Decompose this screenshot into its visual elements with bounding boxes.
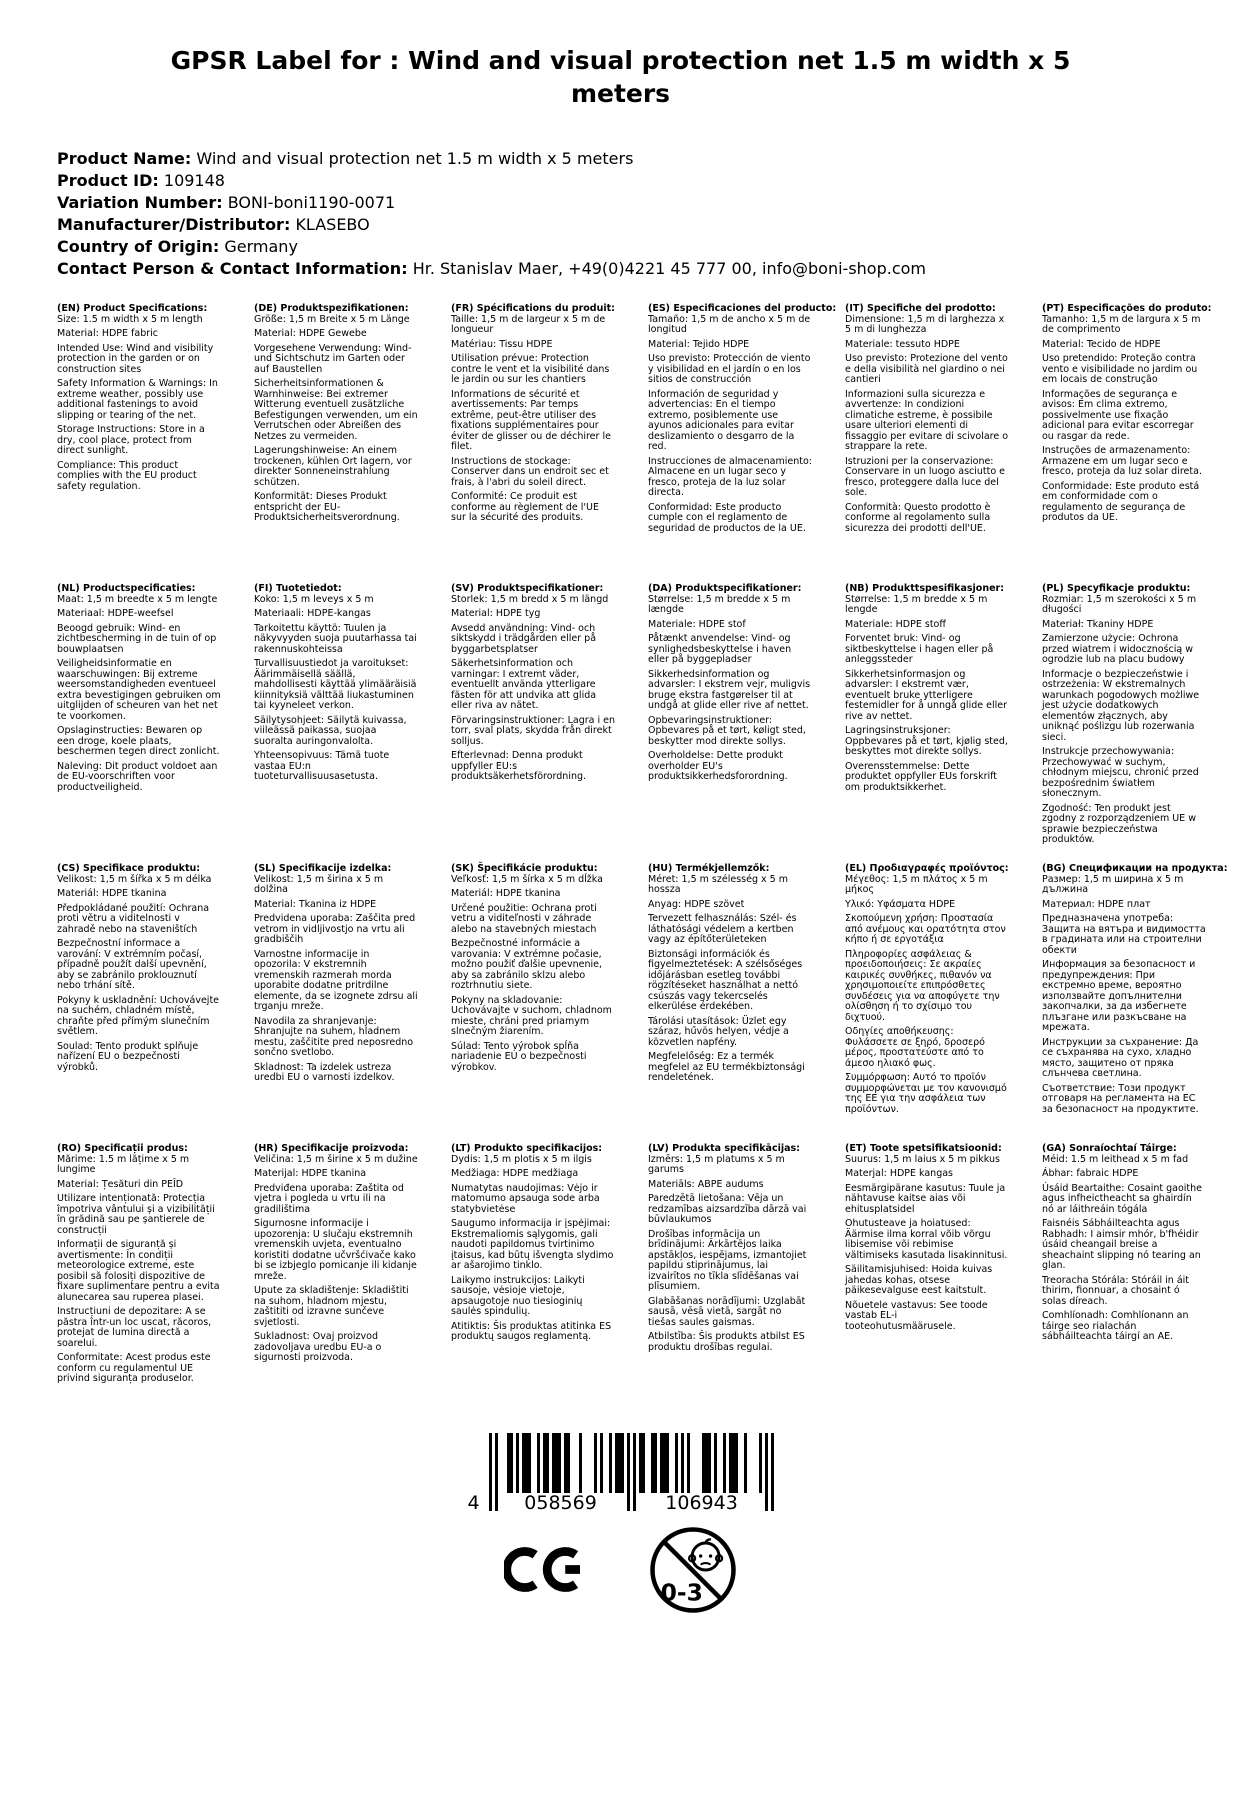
lang-block-paragraph: Utilizare intenționată: Protecția împotriva vântului și a vizibilității în grădină sau pe șantierele de construcții <box>57 1193 215 1236</box>
lang-block-paragraph: Storage Instructions: Store in a dry, cool place, protect from direct sunlight. <box>57 424 205 456</box>
lang-block-paragraph: Izmērs: 1,5 m platums x 5 m garums <box>648 1153 785 1175</box>
lang-block-paragraph: Rozmiar: 1,5 m szerokości x 5 m długości <box>1042 593 1197 615</box>
product-name-row <box>57 148 1241 170</box>
lang-block-paragraph: Størrelse: 1,5 m bredde x 5 m længde <box>648 593 791 615</box>
lang-block-paragraph: Zamierzone użycie: Ochrona przed wiatrem i widocznością w ogrodzie lub na placu budowy <box>1042 633 1193 665</box>
lang-block-paragraph: Medžiaga: HDPE medžiaga <box>451 1168 579 1179</box>
lang-block-paragraph: Dimensione: 1,5 m di larghezza x 5 m di lunghezza <box>845 313 1005 335</box>
lang-block-paragraph: Säilytysohjeet: Säilytä kuivassa, viileässä paikassa, suojaa suoralta auringonvalolta. <box>254 714 407 747</box>
compliance-symbols <box>0 1525 1241 1615</box>
lang-block-paragraph: Forventet bruk: Vind- og siktbeskyttelse i hagen eller på anleggssteder <box>845 633 994 665</box>
country-of-origin-label: Country of Origin: <box>57 237 220 256</box>
lang-block-paragraph: Påtænkt anvendelse: Vind- og synlighedsbeskyttelse i haven eller på byggepladser <box>648 633 792 665</box>
lang-block-paragraph: Informations de sécurité et avertissements: Par temps extrême, peut-être utiliser des fixations supplémentaires pour éviter de glisser ou de déchirer le filet. <box>451 388 611 452</box>
lang-block-paragraph: Informacje o bezpieczeństwie i ostrzeżenia: W ekstremalnych warunkach pogodowych możliwe jest użycie dodatkowych elementów złącznych, aby uniknąć poślizgu lub rozerwania sieci. <box>1042 668 1200 743</box>
lang-block-paragraph: Koko: 1,5 m leveys x 5 m <box>254 593 374 605</box>
age-warning-0-3-icon <box>648 1525 738 1615</box>
country-of-origin-row <box>57 236 1241 258</box>
lang-block-fr <box>451 304 615 528</box>
lang-block-paragraph: Beoogd gebruik: Wind- en zichtbescherming in de tuin of op bouwplaatsen <box>57 622 217 655</box>
lang-block-sl <box>254 864 418 1088</box>
lang-block-paragraph: Eesmärgipärane kasutus: Tuule ja nähtavuse kaitse aias või ehitusplatsidel <box>845 1182 1006 1215</box>
lang-block-paragraph: Dydis: 1,5 m plotis x 5 m ilgis <box>451 1153 592 1165</box>
lang-block-paragraph: Glabāšanas norādījumi: Uzglabāt sausā, vēsā vietā, sargāt no tiešas saules gaismas. <box>648 1295 806 1328</box>
product-name-label: Product Name: <box>57 149 192 168</box>
lang-block-paragraph: Efterlevnad: Denna produkt uppfyller EU:s produktsäkerhetsförordning. <box>451 750 587 782</box>
lang-block-paragraph: Информация за безопасност и предупреждения: При екстремно време, вероятно използвайте допълнителни закопчалки, за да избегнете плъзгане или разкъсване на мрежата. <box>1042 959 1196 1033</box>
lang-block-paragraph: Размер: 1,5 m ширина x 5 m дължина <box>1042 873 1184 895</box>
lang-block-paragraph: Méid: 1.5 m leithead x 5 m fad <box>1042 1153 1189 1165</box>
lang-block-paragraph: Tamaño: 1,5 m de ancho x 5 m de longitud <box>648 313 811 335</box>
lang-block-paragraph: Předpokládané použití: Ochrana proti větru a viditelnosti v zahradě nebo na staveništích <box>57 902 210 935</box>
lang-block-paragraph: Treoracha Stórála: Stóráil in áit thirim, fionnuar, a chosaint ó solas díreach. <box>1042 1274 1190 1307</box>
barcode <box>0 1433 1241 1513</box>
gpsr-label-page <box>0 44 1241 1798</box>
lang-block-paragraph: Opbevaringsinstruktioner: Opbevares på et tørt, køligt sted, beskytter mod direkte sollys. <box>648 714 806 747</box>
lang-block-paragraph: Atbilstība: Šis produkts atbilst ES produktu drošības regulai. <box>648 1331 805 1353</box>
lang-block-paragraph: Material: Țesături din PEÎD <box>57 1178 184 1190</box>
lang-block-paragraph: Compliance: This product complies with the EU product safety regulation. <box>57 459 197 492</box>
lang-block-paragraph: Avsedd användning: Vind- och siktskydd i trädgården eller på byggarbetsplatser <box>451 622 597 655</box>
lang-block-paragraph: Materiaal: HDPE-weefsel <box>57 608 174 619</box>
lang-block-heading: (RO) Specificații produs: <box>57 1143 188 1154</box>
lang-block-paragraph: Paredzētā lietošana: Vēja un redzamības aizsardzība dārzā vai būvlaukumos <box>648 1193 807 1225</box>
lang-block-et <box>845 1144 1009 1336</box>
lang-block-heading: (DA) Produktspecifikationer: <box>648 583 802 594</box>
lang-block-paragraph: Størrelse: 1,5 m bredde x 5 m lengde <box>845 593 988 615</box>
lang-block-paragraph: Veličina: 1,5 m širine x 5 m dužine <box>254 1153 418 1165</box>
manufacturer-label: Manufacturer/Distributor: <box>57 215 291 234</box>
lang-block-paragraph: Comhlíonadh: Comhlíonann an táirge seo rialachán sábháilteachta táirgí an AE. <box>1042 1310 1189 1342</box>
lang-block-paragraph: Bezpečnostné informácie a varovania: V extrémne počasie, možno použiť ďalšie upevnenie, aby sa zabránilo sklzu alebo roztrhnutiu siete. <box>451 938 602 991</box>
lang-block-paragraph: Material: Tejido HDPE <box>648 338 750 350</box>
lang-block-paragraph: Material: HDPE Gewebe <box>254 328 367 339</box>
lang-block-paragraph: Informazioni sulla sicurezza e avvertenze: In condizioni climatiche estreme, è possibile usare ulteriori elementi di fissaggio per evitare di scivolare o strappare la rete. <box>845 388 1009 452</box>
lang-block-paragraph: Material: Tkanina iz HDPE <box>254 898 377 910</box>
lang-block-paragraph: Материал: HDPE плат <box>1042 898 1151 910</box>
lang-block-paragraph: Anyag: HDPE szövet <box>648 898 745 910</box>
lang-block-heading: (FR) Spécifications du produit: <box>451 303 615 314</box>
lang-block-heading: (BG) Спецификации на продукта: <box>1042 863 1228 874</box>
lang-block-paragraph: Určené použitie: Ochrana proti vetru a viditeľnosti v záhrade alebo na stavebných miestach <box>451 902 597 935</box>
ce-mark-icon <box>504 1542 586 1597</box>
lang-block-heading: (NB) Produkttspesifikasjoner: <box>845 583 1005 594</box>
lang-block-heading: (PT) Especificações do produto: <box>1042 303 1212 314</box>
lang-block-paragraph: Conformitate: Acest produs este conform cu regulamentul UE privind siguranța produselor. <box>57 1352 211 1384</box>
lang-block-paragraph: Konformität: Dieses Produkt entspricht der EU-Produktsicherheitsverordnung. <box>254 491 400 523</box>
lang-block-heading: (DE) Produktspezifikationen: <box>254 303 409 314</box>
lang-block-paragraph: Safety Information & Warnings: In extreme weather, possibly use additional fastenings to avoid slipping or tearing of the net. <box>57 378 218 421</box>
lang-block-heading: (CS) Specifikace produktu: <box>57 863 201 874</box>
lang-block-el <box>845 864 1009 1119</box>
lang-block-cs <box>57 864 221 1077</box>
lang-block-heading: (GA) Sonraíochtaí Táirge: <box>1042 1143 1177 1154</box>
lang-block-paragraph: Yhteensopivuus: Tämä tuote vastaa EU:n tuoteturvallisuusasetusta. <box>254 750 390 782</box>
lang-block-paragraph: Biztonsági információk és figyelmeztetések: A szélsőséges időjárásban esetleg további rögzítéseket használhat a nettó csúszás vagy tekercselés elkerülése érdekében. <box>648 948 803 1012</box>
lang-block-sv <box>451 584 615 787</box>
lang-block-paragraph: Säkerhetsinformation och varningar: I extremt väder, eventuellt använda ytterligare fästen för att undvika att glida eller riva av nätet. <box>451 658 597 711</box>
lang-block-nb <box>845 584 1009 797</box>
lang-block-paragraph: Tarkoitettu käyttö: Tuulen ja näkyvyyden suoja puutarhassa tai rakennuskohteissa <box>254 622 417 655</box>
lang-block-nl <box>57 584 221 797</box>
lang-block-paragraph: Navodila za shranjevanje: Shranjujte na suhem, hladnem mestu, zaščitite pred neposredno sončno svetlobo. <box>254 1015 414 1058</box>
lang-block-paragraph: Säilitamisjuhised: Hoida kuivas jahedas kohas, otsese päikesevalguse eest kaitstult. <box>845 1264 993 1296</box>
lang-block-paragraph: Materjal: HDPE kangas <box>845 1168 954 1179</box>
manufacturer-value: KLASEBO <box>295 215 370 234</box>
lang-block-paragraph: Zgodność: Ten produkt jest zgodny z rozporządzeniem UE w sprawie bezpieczeństwa produktów. <box>1042 802 1196 845</box>
lang-block-es <box>648 303 837 538</box>
lang-block-paragraph: Ohutusteave ja hoiatused: Äärmise ilma korral võib võrgu libisemise või rebimise vältimiseks kasutada lisakinnitusi. <box>845 1218 1008 1261</box>
lang-block-paragraph: Istruzioni per la conservazione: Conservare in un luogo asciutto e fresco, proteggere dalla luce del sole. <box>845 455 1006 498</box>
lang-block-paragraph: Overensstemmelse: Dette produktet oppfyller EUs forskrift om produktsikkerhet. <box>845 760 998 793</box>
lang-block-paragraph: Materiāls: ABPE audums <box>648 1178 764 1190</box>
lang-block-de <box>254 304 418 528</box>
lang-block-paragraph: Laikymo instrukcijos: Laikyti sausoje, vėsioje vietoje, apsaugotoje nuo tiesioginių saulės spindulių. <box>451 1274 585 1317</box>
lang-block-paragraph: Suurus: 1,5 m laius x 5 m pikkus <box>845 1153 1000 1165</box>
lang-block-paragraph: Numatytas naudojimas: Vėjo ir matomumo apsauga sode arba statybvietėse <box>451 1182 600 1215</box>
lang-block-paragraph: Sigurnosne informacije i upozorenja: U slučaju ekstremnih vremenskih uvjeta, eventualno koristiti dodatne učvršćivače kako bi se izbjeglo pomicanje ili kidanje mreže. <box>254 1218 417 1282</box>
lang-block-lv <box>648 1144 812 1357</box>
lang-block-paragraph: Taille: 1,5 m de largeur x 5 m de longueur <box>451 313 606 335</box>
product-id-value: 109148 <box>163 171 225 190</box>
lang-block-paragraph: Faisnéis Sábháilteachta agus Rabhadh: I aimsir mhór, b'fhéidir úsáid cheangail breise a sheachaint slipping nó tearing an glan. <box>1042 1218 1201 1271</box>
lang-block-paragraph: Size: 1.5 m width x 5 m length <box>57 313 203 325</box>
lang-block-paragraph: Tárolási utasítások: Üzlet egy száraz, hűvös helyen, védje a közvetlen napfény. <box>648 1015 789 1048</box>
lang-block-paragraph: Turvallisuustiedot ja varoitukset: Äärimmäisellä säällä, mahdollisesti käyttää ylimääräisiä kiinnityksiä välttää liukastuminen tai kyyneleet verkon. <box>254 658 417 711</box>
lang-block-paragraph: Storlek: 1,5 m bredd x 5 m längd <box>451 593 609 605</box>
lang-block-heading: (ET) Toote spetsifikatsioonid: <box>845 1143 1002 1154</box>
lang-block-paragraph: Upute za skladištenje: Skladištiti na suhom, hladnom mjestu, zaštititi od izravne sunčeve svjetlosti. <box>254 1285 409 1328</box>
lang-block-paragraph: Maat: 1,5 m breedte x 5 m lengte <box>57 593 218 605</box>
lang-block-paragraph: Megfelelőség: Ez a termék megfelel az EU termékbiztonsági rendeletének. <box>648 1051 805 1083</box>
contact-label: Contact Person & Contact Information: <box>57 259 408 278</box>
lang-block-paragraph: Predvidena uporaba: Zaščita pred vetrom in vidljivostjo na vrtu ali gradbiščih <box>254 913 416 945</box>
lang-block-paragraph: Förvaringsinstruktioner: Lagra i en torr, sval plats, skydda från direkt solljus. <box>451 714 616 747</box>
lang-block-bg <box>1042 863 1228 1119</box>
lang-block-heading: (EL) Προδιαγραφές προϊόντος: <box>845 863 1009 874</box>
lang-block-paragraph: Tamanho: 1,5 m de largura x 5 m de comprimento <box>1042 313 1201 335</box>
lang-block-paragraph: Instrucciones de almacenamiento: Almacene en un lugar seco y fresco, proteja de la luz solar directa. <box>648 455 812 498</box>
lang-block-paragraph: Größe: 1,5 m Breite x 5 m Länge <box>254 313 410 325</box>
lang-block-paragraph: Ábhar: fabraic HDPE <box>1042 1168 1139 1179</box>
lang-block-paragraph: Informații de siguranță și avertismente: În condiții meteorologice extreme, este posibil să folosiți dispozitive de fixare suplimentare pentru a evita alunecarea sau ruperea plasei. <box>57 1239 220 1303</box>
lang-block-paragraph: Conformidad: Este producto cumple con el reglamento de seguridad de productos de la UE. <box>648 501 806 534</box>
lang-block-paragraph: Conformità: Questo prodotto è conforme al regolamento sulla sicurezza dei prodotti dell'UE. <box>845 501 991 534</box>
variation-number-row <box>57 192 1241 214</box>
lang-block-it <box>845 304 1009 538</box>
lang-block-heading: (NL) Productspecificaties: <box>57 583 196 594</box>
lang-block-paragraph: Instructions de stockage: Conserver dans un endroit sec et frais, à l'abri du soleil direct. <box>451 455 609 488</box>
product-name-value: Wind and visual protection net 1.5 m width x 5 meters <box>196 149 634 168</box>
lang-block-paragraph: Instrucțiuni de depozitare: A se păstra într-un loc uscat, răcoros, protejat de lumina directă a soarelui. <box>57 1306 212 1349</box>
lang-block-paragraph: Varnostne informacije in opozorila: V ekstremnih vremenskih razmerah morda uporabite dodatne pritrdilne elemente, da se izognete zdrsu ali trganju mreže. <box>254 948 418 1012</box>
lang-block-paragraph: Veiligheidsinformatie en waarschuwingen: Bij extreme weersomstandigheden eventueel extra bevestigingen gebruiken om uitglijden of scheuren van het net te voorkomen. <box>57 658 221 722</box>
lang-block-paragraph: Instruções de armazenamento: Armazene em um lugar seco e fresco, proteja da luz solar direta. <box>1042 445 1202 477</box>
lang-block-paragraph: Úsáid Beartaithe: Cosaint gaoithe agus infheictheacht sa ghairdín nó ar láithreáin tógála <box>1042 1182 1203 1215</box>
lang-block-paragraph: Mărime: 1.5 m lățime x 5 m lungime <box>57 1153 190 1175</box>
lang-block-paragraph: Predviđena uporaba: Zaštita od vjetra i pogleda u vrtu ili na gradilištima <box>254 1182 404 1215</box>
lang-block-paragraph: Matériau: Tissu HDPE <box>451 338 553 350</box>
lang-block-paragraph: Υλικό: Υφάσματα HDPE <box>845 898 956 910</box>
lang-block-paragraph: Съответствие: Този продукт отговаря на регламента на ЕС за безопасност на продуктите. <box>1042 1082 1199 1115</box>
lang-block-pt <box>1042 303 1212 528</box>
lang-block-paragraph: Velikost: 1,5 m šířka x 5 m délka <box>57 873 212 885</box>
lang-block-paragraph: Materiale: tessuto HDPE <box>845 338 960 350</box>
lang-block-paragraph: Material: Tecido de HDPE <box>1042 338 1161 350</box>
lang-block-paragraph: Σκοπούμενη χρήση: Προστασία από ανέμους και ορατότητα στον κήπο ή σε εργοτάξια <box>845 913 1006 945</box>
lang-block-paragraph: Οδηγίες αποθήκευσης: Φυλάσσετε σε ξηρό, δροσερό μέρος, προστατεύστε από το άμεσο ηλιακό φως. <box>845 1026 985 1069</box>
lang-block-paragraph: Instrukcje przechowywania: Przechowywać w suchym, chłodnym miejscu, chronić przed bezpośrednim światłem słonecznym. <box>1042 746 1199 799</box>
lang-block-paragraph: Velikost: 1,5 m širina x 5 m dolžina <box>254 873 384 895</box>
lang-block-paragraph: Μέγεθος: 1,5 m πλάτος x 5 m μήκος <box>845 873 988 895</box>
lang-block-heading: (HU) Termékjellemzők: <box>648 863 770 874</box>
lang-block-paragraph: Sicherheitsinformationen & Warnhinweise: Bei extremer Witterung eventuell zusätzliche Befestigungen verwenden, um ein Verrutschen oder Abreißen des Netzes zu vermeiden. <box>254 378 418 442</box>
lang-block-paragraph: Conformité: Ce produit est conforme au règlement de l'UE sur la sécurité des produits. <box>451 491 599 523</box>
lang-block-paragraph: Sikkerhetsinformasjon og advarsler: I ekstremt vær, eventuelt bruke ytterligere festemidler for å unngå glide eller rive av nettet. <box>845 668 1007 722</box>
lang-block-paragraph: Material: HDPE tyg <box>451 608 541 619</box>
lang-block-paragraph: Material: HDPE fabric <box>57 328 158 339</box>
barcode-digits-left: 058569 <box>499 1493 623 1513</box>
lang-block-paragraph: Bezpečnostní informace a varování: V extrémním počasí, případně použít další upevnění, aby se zabránilo proklouznutí nebo trhání sítě. <box>57 938 207 991</box>
lang-block-en <box>57 304 221 496</box>
lang-block-hu <box>648 864 812 1088</box>
manufacturer-row <box>57 214 1241 236</box>
age-warning-text: 0-3 <box>660 1578 703 1607</box>
lang-block-paragraph: Materiál: HDPE tkanina <box>57 888 167 899</box>
lang-block-paragraph: Drošības informācija un brīdinājumi: Ārkārtējos laika apstākļos, iespējams, izmantojiet papildu stiprinājumus, lai izvairītos no tīkla slīdēšanas vai plīsumiem. <box>648 1228 807 1292</box>
lang-block-heading: (SV) Produktspecifikationer: <box>451 583 604 594</box>
lang-block-heading: (SL) Specifikacije izdelka: <box>254 863 392 874</box>
lang-block-paragraph: Intended Use: Wind and visibility protection in the garden or on construction sites <box>57 342 214 375</box>
lang-block-fi <box>254 584 418 787</box>
lang-block-paragraph: Opslaginstructies: Bewaren op een droge, koele plaats, beschermen tegen direct zonlicht. <box>57 725 220 757</box>
lang-block-paragraph: Naleving: Dit product voldoet aan de EU-voorschriften voor productveiligheid. <box>57 760 218 793</box>
lang-block-ro <box>57 1144 221 1389</box>
lang-block-paragraph: Veľkosť: 1,5 m šírka x 5 m dĺžka <box>451 873 603 885</box>
lang-block-paragraph: Soulad: Tento produkt splňuje nařízení EU o bezpečnosti výrobků. <box>57 1040 199 1073</box>
lang-block-heading: (IT) Specifiche del prodotto: <box>845 303 996 314</box>
variation-number-label: Variation Number: <box>57 193 223 212</box>
variation-number-value: BONI-boni1190-0071 <box>227 193 396 212</box>
lang-block-paragraph: Uso previsto: Protezione del vento e della visibilità nel giardino o nei cantieri <box>845 353 1008 385</box>
lang-block-paragraph: Uso pretendido: Proteção contra vento e visibilidade no jardim ou em locais de construção <box>1042 353 1198 385</box>
lang-block-heading: (EN) Product Specifications: <box>57 303 208 314</box>
lang-block-heading: (SK) Špecifikácie produktu: <box>451 863 598 874</box>
lang-block-paragraph: Skladnost: Ta izdelek ustreza uredbi EU o varnosti izdelkov. <box>254 1061 395 1083</box>
lang-block-heading: (HR) Specifikacije proizvoda: <box>254 1143 409 1154</box>
lang-block-paragraph: Conformidade: Este produto está em conformidade com o regulamento de segurança de produtos da UE. <box>1042 480 1200 523</box>
lang-block-paragraph: Πληροφορίες ασφάλειας & προειδοποιήσεις: Σε ακραίες καιρικές συνθήκες, πιθανόν να χρησιμοποιείτε επιπρόσθετες συνδέσεις για να αποφύγετε την ολίσθηση ή το σχίσιμο του διχτυού. <box>845 948 1000 1023</box>
lang-block-paragraph: Atitiktis: Šis produktas atitinka ES produktų saugos reglamentą. <box>451 1320 612 1342</box>
lang-block-heading: (LT) Produkto specifikacijos: <box>451 1143 603 1154</box>
barcode-lead-digit: 4 <box>467 1491 480 1514</box>
product-info <box>57 148 1241 280</box>
contact-row <box>57 258 1241 280</box>
lang-block-paragraph: Utilisation prévue: Protection contre le vent et la visibilité dans le jardin ou sur les chantiers <box>451 353 610 385</box>
lang-block-heading: (LV) Produkta specifikācijas: <box>648 1143 800 1154</box>
lang-block-pl <box>1042 584 1206 850</box>
product-id-row <box>57 170 1241 192</box>
lang-block-paragraph: Инструкции за съхранение: Да се съхранява на сухо, хладно място, защитено от пряка слънчева светлина. <box>1042 1036 1199 1079</box>
lang-block-paragraph: Vorgesehene Verwendung: Wind- und Sichtschutz im Garten oder auf Baustellen <box>254 342 412 375</box>
lang-block-paragraph: Sukladnost: Ovaj proizvod zadovoljava uredbu EU-a o sigurnosti proizvoda. <box>254 1331 382 1363</box>
lang-block-paragraph: Nõuetele vastavus: See toode vastab EL-i tooteohutusmäärusele. <box>845 1299 988 1332</box>
page-title: GPSR Label for : Wind and visual protection net 1.5 m width x 5 meters <box>170 46 1071 108</box>
lang-block-heading: (ES) Especificaciones del producto: <box>648 303 837 314</box>
lang-block-paragraph: Méret: 1,5 m szélesség x 5 m hossza <box>648 873 788 895</box>
barcode-digits-right: 106943 <box>640 1493 764 1513</box>
lang-block-paragraph: Sikkerhedsinformation og advarsler: I ekstrem vejr, muligvis bruge ekstra fastgørelser til at undgå at glide eller rive af nettet. <box>648 668 811 711</box>
lang-block-paragraph: Materijal: HDPE tkanina <box>254 1168 367 1179</box>
lang-block-paragraph: Предназначена употреба: Защита на вятъра и видимостта в градината или на строителни обекти <box>1042 913 1206 956</box>
lang-block-da <box>648 584 812 787</box>
lang-block-lt <box>451 1144 615 1347</box>
lang-block-hr <box>254 1144 418 1368</box>
lang-block-sk <box>451 864 615 1077</box>
lang-block-paragraph: Informações de segurança e avisos: Em clima extremo, possivelmente use fixação adicional para evitar escorregar ou rasgar da rede. <box>1042 388 1194 442</box>
country-of-origin-value: Germany <box>224 237 298 256</box>
lang-block-paragraph: Información de seguridad y advertencias: En el tiempo extremo, posiblemente use ayunos adicionales para evitar deslizamiento o desgarro de la red. <box>648 388 795 452</box>
lang-block-paragraph: Materiał: Tkaniny HDPE <box>1042 618 1154 630</box>
lang-block-paragraph: Saugumo informacija ir įspėjimai: Ekstremaliomis sąlygomis, gali naudoti papildomus tvirtinimo įtaisus, kad būtų išvengta slydimo ar ašarojimo tinklo. <box>451 1218 614 1271</box>
lang-block-paragraph: Tervezett felhasználás: Szél- és láthatósági védelem a kertben vagy az építőterületeken <box>648 913 797 945</box>
lang-block-paragraph: Lagerungshinweise: An einem trockenen, kühlen Ort lagern, vor direkter Sonneneinstrahlung schützen. <box>254 445 412 488</box>
lang-block-paragraph: Súlad: Tento výrobok spĺňa nariadenie EÚ o bezpečnosti výrobkov. <box>451 1040 587 1073</box>
lang-block-ga <box>1042 1144 1206 1347</box>
lang-block-paragraph: Lagringsinstruksjoner: Oppbevares på et tørt, kjølig sted, beskyttes mot direkte sollys. <box>845 725 1008 757</box>
contact-value: Hr. Stanislav Maer, +49(0)4221 45 777 00, info@boni-shop.com <box>412 259 926 278</box>
product-id-label: Product ID: <box>57 171 159 190</box>
lang-block-paragraph: Materiál: HDPE tkanina <box>451 888 561 899</box>
lang-block-paragraph: Pokyny na skladovanie: Uchovávajte v suchom, chladnom mieste, chráni pred priamym slnečným žiarením. <box>451 994 612 1037</box>
lang-block-paragraph: Materiale: HDPE stof <box>648 618 746 630</box>
lang-block-paragraph: Materiaali: HDPE-kangas <box>254 608 371 619</box>
lang-block-paragraph: Συμμόρφωση: Αυτό το προϊόν συμμορφώνεται με τον κανονισμό της ΕΕ για την ασφάλεια των προϊόντων. <box>845 1072 1007 1115</box>
lang-block-paragraph: Materiale: HDPE stoff <box>845 618 946 630</box>
lang-block-paragraph: Pokyny k uskladnění: Uchovávejte na suchém, chladném místě, chraňte před přímým slunečním světlem. <box>57 994 220 1037</box>
lang-block-paragraph: Overholdelse: Dette produkt overholder EU's produktsikkerhedsforordning. <box>648 750 788 782</box>
lang-block-heading: (PL) Specyfikacje produktu: <box>1042 583 1191 594</box>
language-grid <box>57 304 1241 1389</box>
lang-block-paragraph: Uso previsto: Protección de viento y visibilidad en el jardín o en los sitios de construcción <box>648 353 811 385</box>
lang-block-heading: (FI) Tuotetiedot: <box>254 583 342 594</box>
